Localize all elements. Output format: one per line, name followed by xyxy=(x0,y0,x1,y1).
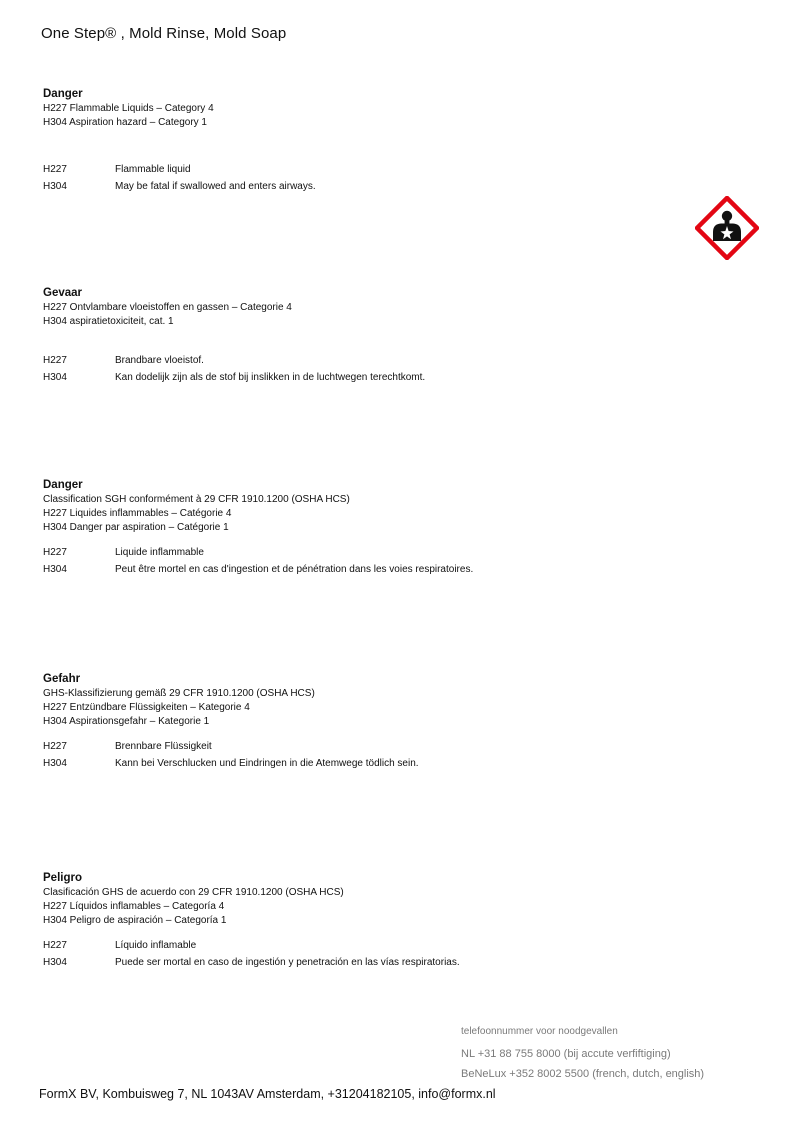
classification-line: Classification SGH conformément à 29 CFR 1910.1200 (OSHA HCS) xyxy=(43,494,350,505)
hazard-statements xyxy=(43,354,683,388)
hazard-section-de xyxy=(43,671,683,774)
statement-row xyxy=(43,757,683,774)
statement-row xyxy=(43,354,683,371)
statement-text: Brandbare vloeistof. xyxy=(115,354,204,366)
statement-text: Flammable liquid xyxy=(115,163,191,175)
hazard-statements xyxy=(43,939,683,973)
statement-code: H227 xyxy=(43,741,67,753)
statement-row xyxy=(43,939,683,956)
statement-row xyxy=(43,371,683,388)
statement-code: H304 xyxy=(43,564,67,576)
signal-word: Danger xyxy=(43,479,83,491)
statement-row xyxy=(43,563,683,580)
classification-list xyxy=(43,301,683,329)
statement-code: H304 xyxy=(43,758,67,770)
classification-line: H304 Peligro de aspiración – Categoría 1 xyxy=(43,914,227,926)
classification-line: H227 Flammable Liquids – Category 4 xyxy=(43,103,214,114)
emergency-contact xyxy=(461,1025,704,1085)
classification-line: H227 Entzündbare Flüssigkeiten – Kategorie 4 xyxy=(43,701,250,713)
document-title: One Step® , Mold Rinse, Mold Soap xyxy=(41,25,287,42)
signal-word: Danger xyxy=(43,88,83,100)
signal-word: Peligro xyxy=(43,872,82,884)
classification-list xyxy=(43,886,683,927)
signal-word: Gefahr xyxy=(43,673,81,685)
hazard-statements xyxy=(43,163,683,197)
statement-text: Peut être mortel en cas d'ingestion et de pénétration dans les voies respiratoires. xyxy=(115,564,474,576)
health-hazard-icon xyxy=(695,196,759,260)
classification-line: GHS-Klassifizierung gemäß 29 CFR 1910.1200 (OSHA HCS) xyxy=(43,688,315,699)
statement-code: H304 xyxy=(43,371,67,383)
statement-text: Liquide inflammable xyxy=(115,547,204,559)
statement-code: H227 xyxy=(43,547,67,559)
statement-code: H227 xyxy=(43,940,67,952)
statement-row xyxy=(43,956,683,973)
classification-line: Clasificación GHS de acuerdo con 29 CFR 1910.1200 (OSHA HCS) xyxy=(43,887,344,898)
hazard-statements xyxy=(43,740,683,774)
hazard-section-en xyxy=(43,86,683,197)
company-footer: FormX BV, Kombuisweg 7, NL 1043AV Amsterdam, +31204182105, info@formx.nl xyxy=(39,1087,496,1101)
statement-text: Puede ser mortal en caso de ingestión y penetración en las vías respiratorias. xyxy=(115,957,460,969)
statement-code: H227 xyxy=(43,163,67,175)
statement-row xyxy=(43,180,683,197)
classification-list xyxy=(43,687,683,728)
classification-line: H304 Danger par aspiration – Catégorie 1 xyxy=(43,521,229,533)
emergency-label: telefoonnummer voor noodgevallen xyxy=(461,1026,618,1037)
classification-line: H227 Líquidos inflamables – Categoría 4 xyxy=(43,900,225,912)
statement-row xyxy=(43,740,683,757)
emergency-line-nl: NL +31 88 755 8000 (bij accute verfiftiging) xyxy=(461,1048,671,1060)
statement-row xyxy=(43,546,683,563)
statement-row xyxy=(43,163,683,180)
classification-line: H227 Liquides inflammables – Catégorie 4 xyxy=(43,507,232,519)
statement-text: Brennbare Flüssigkeit xyxy=(115,741,212,753)
statement-text: Kann bei Verschlucken und Eindringen in die Atemwege tödlich sein. xyxy=(115,758,419,770)
classification-line: H227 Ontvlambare vloeistoffen en gassen – Categorie 4 xyxy=(43,302,292,313)
hazard-section-es xyxy=(43,870,683,973)
statement-code: H304 xyxy=(43,957,67,969)
classification-list xyxy=(43,102,683,130)
hazard-section-nl xyxy=(43,285,683,388)
classification-line: H304 Aspiration hazard – Category 1 xyxy=(43,116,207,128)
signal-word: Gevaar xyxy=(43,287,83,299)
statement-text: Líquido inflamable xyxy=(115,940,197,952)
hazard-section-fr xyxy=(43,477,683,580)
emergency-line-benelux: BeNeLux +352 8002 5500 (french, dutch, english) xyxy=(461,1068,705,1080)
statement-text: Kan dodelijk zijn als de stof bij inslikken in de luchtwegen terechtkomt. xyxy=(115,371,426,383)
classification-line: H304 Aspirationsgefahr – Kategorie 1 xyxy=(43,715,210,727)
classification-line: H304 aspiratietoxiciteit, cat. 1 xyxy=(43,315,174,327)
statement-code: H227 xyxy=(43,354,67,366)
hazard-statements xyxy=(43,546,683,580)
statement-text: May be fatal if swallowed and enters airways. xyxy=(115,180,316,192)
statement-code: H304 xyxy=(43,180,67,192)
classification-list xyxy=(43,493,683,534)
